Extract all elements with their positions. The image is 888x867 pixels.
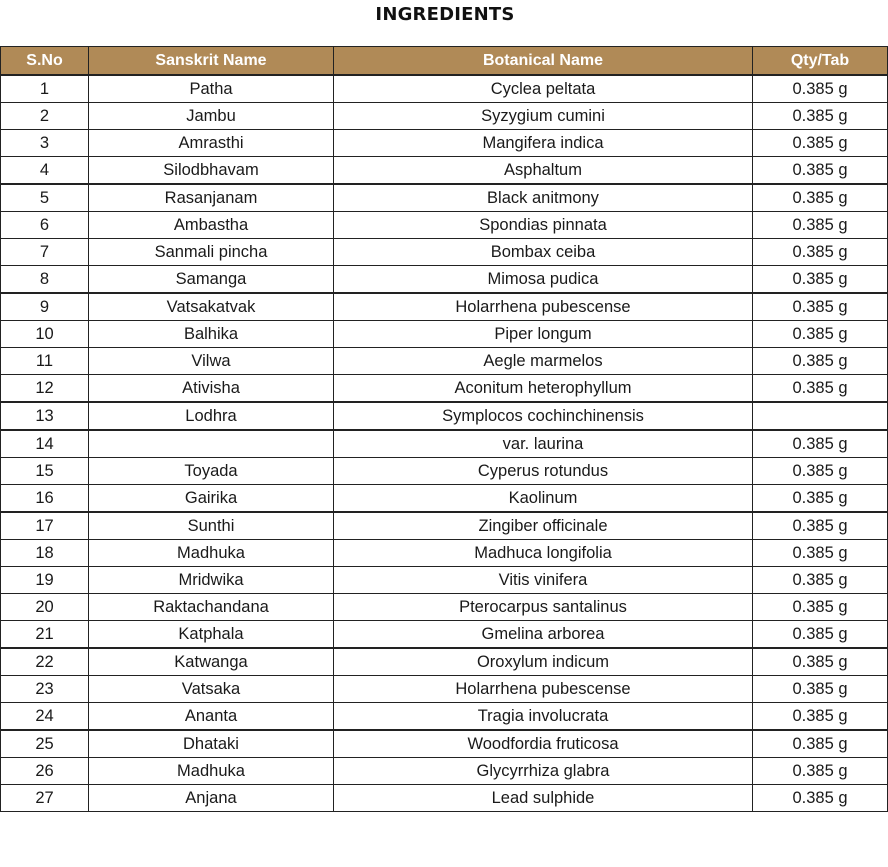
cell-botanical-name: Asphaltum <box>334 157 753 185</box>
cell-sno: 10 <box>1 321 89 348</box>
cell-sanskrit-name: Samanga <box>89 266 334 294</box>
cell-botanical-name: Holarrhena pubescense <box>334 676 753 703</box>
cell-qty: 0.385 g <box>753 567 888 594</box>
cell-sno: 12 <box>1 375 89 403</box>
table-row <box>1 212 888 239</box>
cell-sanskrit-name: Patha <box>89 75 334 103</box>
cell-sno: 23 <box>1 676 89 703</box>
cell-sanskrit-name: Vilwa <box>89 348 334 375</box>
cell-qty: 0.385 g <box>753 321 888 348</box>
table-row <box>1 430 888 458</box>
table-row <box>1 648 888 676</box>
cell-sanskrit-name <box>89 430 334 458</box>
cell-sanskrit-name: Raktachandana <box>89 594 334 621</box>
cell-qty: 0.385 g <box>753 512 888 540</box>
table-row <box>1 730 888 758</box>
cell-qty: 0.385 g <box>753 758 888 785</box>
cell-botanical-name: Piper longum <box>334 321 753 348</box>
cell-botanical-name: Black anitmony <box>334 184 753 212</box>
cell-sno: 27 <box>1 785 89 812</box>
table-body <box>1 75 888 812</box>
cell-sanskrit-name: Katwanga <box>89 648 334 676</box>
cell-sanskrit-name: Anjana <box>89 785 334 812</box>
table-row <box>1 293 888 321</box>
cell-sanskrit-name: Sanmali pincha <box>89 239 334 266</box>
table-row <box>1 375 888 403</box>
table-row <box>1 567 888 594</box>
cell-botanical-name: var. laurina <box>334 430 753 458</box>
cell-sno: 7 <box>1 239 89 266</box>
cell-sanskrit-name: Vatsakatvak <box>89 293 334 321</box>
cell-botanical-name: Bombax ceiba <box>334 239 753 266</box>
cell-sno: 6 <box>1 212 89 239</box>
cell-sno: 26 <box>1 758 89 785</box>
cell-sanskrit-name: Toyada <box>89 458 334 485</box>
cell-qty: 0.385 g <box>753 239 888 266</box>
cell-qty: 0.385 g <box>753 676 888 703</box>
header-botanical-name: Botanical Name <box>334 47 753 76</box>
table-row <box>1 703 888 731</box>
cell-qty: 0.385 g <box>753 648 888 676</box>
cell-qty: 0.385 g <box>753 157 888 185</box>
cell-sanskrit-name: Madhuka <box>89 540 334 567</box>
cell-qty: 0.385 g <box>753 703 888 731</box>
cell-sanskrit-name: Gairika <box>89 485 334 513</box>
ingredients-table <box>0 46 888 812</box>
cell-sno: 8 <box>1 266 89 294</box>
cell-sno: 9 <box>1 293 89 321</box>
table-row <box>1 130 888 157</box>
cell-botanical-name: Kaolinum <box>334 485 753 513</box>
cell-botanical-name: Cyclea peltata <box>334 75 753 103</box>
table-header <box>1 47 888 76</box>
cell-qty: 0.385 g <box>753 621 888 649</box>
cell-sno: 24 <box>1 703 89 731</box>
cell-sanskrit-name: Ananta <box>89 703 334 731</box>
cell-sanskrit-name: Madhuka <box>89 758 334 785</box>
cell-qty: 0.385 g <box>753 348 888 375</box>
table-row <box>1 402 888 430</box>
cell-qty: 0.385 g <box>753 103 888 130</box>
cell-sno: 25 <box>1 730 89 758</box>
table-row <box>1 266 888 294</box>
cell-sno: 1 <box>1 75 89 103</box>
table-row <box>1 157 888 185</box>
cell-sno: 2 <box>1 103 89 130</box>
cell-qty: 0.385 g <box>753 785 888 812</box>
cell-sno: 20 <box>1 594 89 621</box>
table-row <box>1 321 888 348</box>
cell-botanical-name: Mimosa pudica <box>334 266 753 294</box>
cell-botanical-name: Symplocos cochinchinensis <box>334 402 753 430</box>
cell-sno: 4 <box>1 157 89 185</box>
header-sanskrit-name: Sanskrit Name <box>89 47 334 76</box>
cell-qty <box>753 402 888 430</box>
table-row <box>1 621 888 649</box>
cell-sno: 15 <box>1 458 89 485</box>
header-qty: Qty/Tab <box>753 47 888 76</box>
cell-sanskrit-name: Jambu <box>89 103 334 130</box>
cell-sanskrit-name: Dhataki <box>89 730 334 758</box>
cell-sno: 13 <box>1 402 89 430</box>
cell-botanical-name: Gmelina arborea <box>334 621 753 649</box>
cell-qty: 0.385 g <box>753 75 888 103</box>
table-row <box>1 540 888 567</box>
cell-sno: 11 <box>1 348 89 375</box>
cell-qty: 0.385 g <box>753 184 888 212</box>
cell-sno: 18 <box>1 540 89 567</box>
cell-sno: 17 <box>1 512 89 540</box>
cell-qty: 0.385 g <box>753 485 888 513</box>
cell-sanskrit-name: Balhika <box>89 321 334 348</box>
table-row <box>1 512 888 540</box>
cell-sno: 16 <box>1 485 89 513</box>
cell-sanskrit-name: Silodbhavam <box>89 157 334 185</box>
cell-botanical-name: Zingiber officinale <box>334 512 753 540</box>
cell-sno: 21 <box>1 621 89 649</box>
cell-sanskrit-name: Vatsaka <box>89 676 334 703</box>
cell-sanskrit-name: Ambastha <box>89 212 334 239</box>
cell-sno: 22 <box>1 648 89 676</box>
cell-sno: 19 <box>1 567 89 594</box>
cell-sanskrit-name: Amrasthi <box>89 130 334 157</box>
cell-botanical-name: Mangifera indica <box>334 130 753 157</box>
cell-sno: 14 <box>1 430 89 458</box>
cell-qty: 0.385 g <box>753 375 888 403</box>
table-row <box>1 103 888 130</box>
cell-qty: 0.385 g <box>753 430 888 458</box>
cell-botanical-name: Syzygium cumini <box>334 103 753 130</box>
page-title: INGREDIENTS <box>375 4 515 25</box>
cell-sno: 3 <box>1 130 89 157</box>
cell-qty: 0.385 g <box>753 130 888 157</box>
table-row <box>1 75 888 103</box>
cell-botanical-name: Holarrhena pubescense <box>334 293 753 321</box>
cell-sanskrit-name: Ativisha <box>89 375 334 403</box>
cell-qty: 0.385 g <box>753 458 888 485</box>
table-row <box>1 758 888 785</box>
cell-qty: 0.385 g <box>753 540 888 567</box>
table-row <box>1 676 888 703</box>
table-row <box>1 594 888 621</box>
cell-botanical-name: Woodfordia fruticosa <box>334 730 753 758</box>
cell-sanskrit-name: Sunthi <box>89 512 334 540</box>
header-row <box>1 47 888 76</box>
header-sno: S.No <box>1 47 89 76</box>
cell-botanical-name: Pterocarpus santalinus <box>334 594 753 621</box>
cell-botanical-name: Cyperus rotundus <box>334 458 753 485</box>
cell-sanskrit-name: Lodhra <box>89 402 334 430</box>
cell-sanskrit-name: Mridwika <box>89 567 334 594</box>
cell-botanical-name: Tragia involucrata <box>334 703 753 731</box>
table-row <box>1 184 888 212</box>
cell-qty: 0.385 g <box>753 594 888 621</box>
table-row <box>1 485 888 513</box>
cell-botanical-name: Lead sulphide <box>334 785 753 812</box>
cell-botanical-name: Aconitum heterophyllum <box>334 375 753 403</box>
cell-qty: 0.385 g <box>753 266 888 294</box>
cell-sanskrit-name: Rasanjanam <box>89 184 334 212</box>
table-row <box>1 239 888 266</box>
cell-botanical-name: Oroxylum indicum <box>334 648 753 676</box>
cell-sno: 5 <box>1 184 89 212</box>
cell-sanskrit-name: Katphala <box>89 621 334 649</box>
table-row <box>1 458 888 485</box>
cell-qty: 0.385 g <box>753 293 888 321</box>
cell-botanical-name: Spondias pinnata <box>334 212 753 239</box>
cell-botanical-name: Aegle marmelos <box>334 348 753 375</box>
cell-botanical-name: Glycyrrhiza glabra <box>334 758 753 785</box>
cell-qty: 0.385 g <box>753 212 888 239</box>
cell-botanical-name: Madhuca longifolia <box>334 540 753 567</box>
table-row <box>1 348 888 375</box>
table-row <box>1 785 888 812</box>
cell-botanical-name: Vitis vinifera <box>334 567 753 594</box>
cell-qty: 0.385 g <box>753 730 888 758</box>
